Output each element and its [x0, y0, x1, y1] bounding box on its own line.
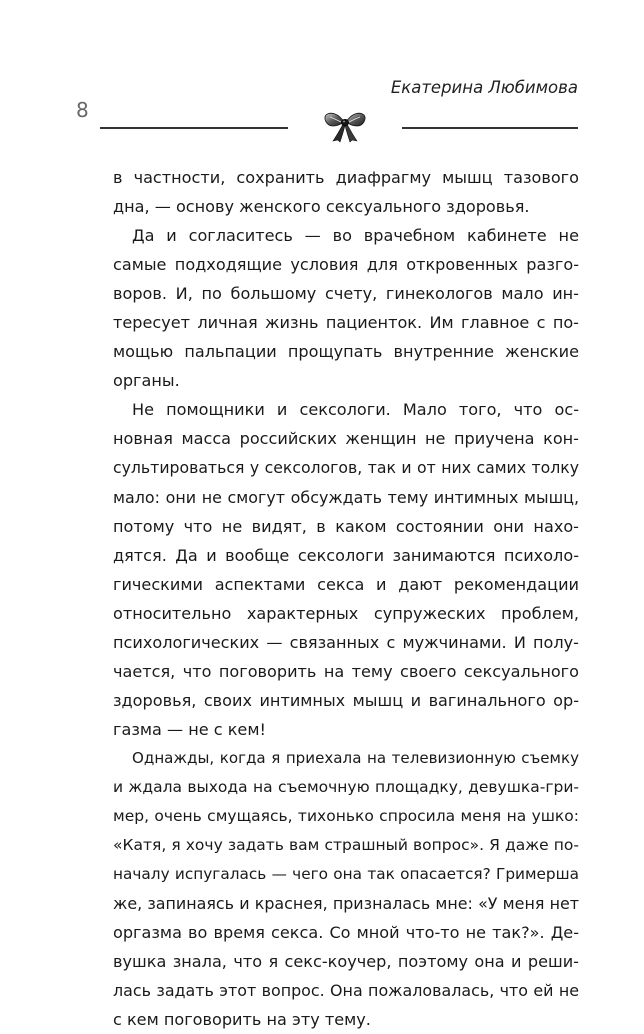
text-line: дна, — основу женского сексуального здоровья.	[113, 197, 530, 217]
text-line: мер, очень смущаясь, тихонько спросила меня на ушко:	[113, 807, 579, 826]
text-line: гическими аспектами секса и дают рекомендации	[113, 574, 579, 594]
text-line: вушка знала, что я секс-коучер, поэтому она и реши-	[113, 952, 579, 972]
text-line: относительно характерных супружеских проблем,	[113, 603, 579, 623]
text-line: Не помощники и сексологи. Мало того, что ос-	[132, 400, 579, 420]
text-line: сультироваться у сексологов, так и от них самих толку	[113, 458, 579, 478]
text-line: здоровья, своих интимных мышц и вагинального ор-	[113, 690, 579, 710]
text-line: газма — не с кем!	[113, 719, 266, 739]
text-line: и ждала выхода на съемочную площадку, девушка-гри-	[113, 777, 579, 796]
text-line: воров. И, по большому счету, гинекологов мало ин-	[113, 284, 579, 304]
text-line: же, запинаясь и краснея, призналась мне: «У меня нет	[113, 894, 579, 914]
text-line: оргазма во время секса. Со мной что-то не так?». Де-	[113, 923, 579, 943]
text-line: новная масса российских женщин не приучена кон-	[113, 429, 579, 449]
text-line: тересует личная жизнь пациенток. Им главное с по-	[113, 313, 579, 333]
text-line: с кем поговорить на эту тему.	[113, 1010, 371, 1030]
text-line: Да и согласитесь — во врачебном кабинете не	[132, 226, 579, 246]
text-line: дятся. Да и вообще сексологи занимаются психоло-	[113, 545, 579, 565]
text-line: органы.	[113, 371, 180, 391]
text-line: началу испугалась — чего она так опасается? Гримерша	[113, 865, 579, 884]
text-line: в частности, сохранить диафрагму мышц тазового	[113, 168, 579, 187]
text-line: мало: они не смогут обсуждать тему интимных мышц,	[113, 487, 579, 507]
body-text	[113, 163, 579, 1034]
text-line: потому что не видят, в каком состоянии они нахо-	[113, 516, 579, 536]
header-rule-left	[100, 127, 288, 129]
text-line: «Катя, я хочу задать вам страшный вопрос». Я даже по-	[113, 836, 579, 855]
text-line: психологических — связанных с мужчинами. И полу-	[113, 632, 579, 652]
text-line: Однажды, когда я приехала на телевизионную съемку	[132, 748, 579, 767]
page-number: 8	[76, 98, 89, 122]
running-head-author: Екатерина Любимова	[390, 78, 578, 97]
text-line: лась задать этот вопрос. Она пожаловалась, что ей не	[113, 981, 579, 1001]
bow-icon	[323, 107, 367, 143]
text-line: мощью пальпации прощупать внутренние женские	[113, 342, 579, 362]
text-line: самые подходящие условия для откровенных разго-	[113, 255, 579, 275]
header-rule-right	[402, 127, 578, 129]
text-line: чается, что поговорить на тему своего сексуального	[113, 661, 579, 681]
